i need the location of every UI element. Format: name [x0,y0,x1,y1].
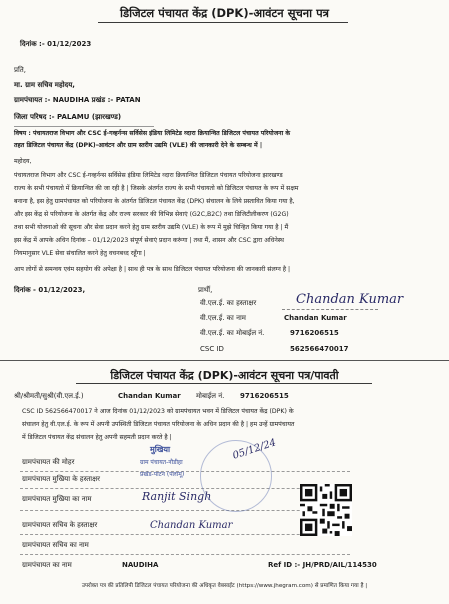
vle-signature: Chandan Kumar [296,292,404,307]
field-label-seal: ग्रामपंचायत की मोहर [22,458,75,466]
seal-subtitle: ग्राम पंचायत-नौडीहा [140,459,183,466]
body-line: तथा सभी योजनाओ की सूचना और सेवा प्रदान करने हेतु ग्राम स्तरीय उद्यमि (VLE) के रूप में मुझे चिन्हित किया गया है | मैं [14,224,289,231]
ref-id: Ref ID :- JH/PRD/AIL/114530 [268,561,377,569]
qr-code-icon [300,484,352,536]
receipt-title: डिजिटल पंचायत केंद्र (DPK)-आवंटन सूचना पत्र/पावती [110,369,339,382]
field-label-mukhiya-sign: ग्रामपंचायत मुखिया के हस्ताक्षर [22,475,101,483]
vle-sign-label: वी.एल.ई. का हस्ताक्षर [200,299,257,307]
row-divider [20,471,350,473]
field-label-secretary-sign: ग्रामपंचायत सचिव के हस्ताक्षर [22,521,98,529]
receipt-title-underline [76,383,372,384]
application-date: दिनांक - 01/12/2023, [14,286,86,294]
addressee: मा. ग्राम सचिव महोदय, [14,81,75,89]
body-line: नियमानुसार VLE सेवा संचालित करने हेतु वचनबध्द रहूँगा | [14,250,146,257]
panchayat-line: ग्रामपंचायत :- NAUDIHA प्रखंड :- PATAN [14,96,141,104]
csc-id-label: CSC ID [200,345,224,353]
applicant-label: प्रार्थी, [198,286,213,294]
subject-line-2: तहत डिजिटल पंचायत केंद्र (DPK)-आवंटन और ग्राम स्तरीय उद्यमि (VLE) की जानकारी देने के सम्बन्ध में | [14,142,263,149]
body-line: राज्य के सभी पंचायतो में क्रियान्वित की जा रही है | जिसके अंतर्गत राज्य के सभी पंचायतो को डिजिटल पंचायत के रूप में सक्षम [14,185,299,192]
vle-line-prefix: श्री/श्रीमती/सुश्री(वी.एल.ई.) [14,392,84,400]
receipt-mobile: 9716206515 [240,392,289,400]
row-divider [20,554,350,556]
body-line: पंचायतराज विभाग और CSC ई-गव्हर्नन्स सर्विसेस इंडिया लिमिटेड व्दारा क्रियान्वित डिजिटल पंचायत परियोजना झारखण्ड [14,172,283,179]
salutation: महोदय, [14,158,32,165]
section-separator [0,360,449,361]
field-label-mukhiya-name: ग्रामपंचायत मुखिया का नाम [22,495,92,503]
receipt-para-line: में डिजिटल पंचायत केंद्र संचालन हेतु अपनी सहमती प्रदान करते है | [22,434,172,441]
vle-name-label: वी.एल.ई. का नाम [200,314,246,322]
field-label-secretary-name: ग्रामपंचायत सचिव का नाम [22,541,89,549]
notice-title: डिजिटल पंचायत केंद्र (DPK)-आवंटन सूचना पत्र [119,6,330,20]
receipt-para-line: CSC ID 562566470017 ने आज दिनांक 01/12/2023 को ग्रामपंचायत भवन में डिजिटल पंचायत केंद्र (DPK) के [22,408,294,415]
csc-id: 562566470017 [290,345,349,353]
vle-name: Chandan Kumar [284,314,347,322]
receipt-mobile-label: मोबाईल नं. [196,392,225,400]
receipt-para-line: संचालन हेतु वी.एल.ई. के रूप में अपनी उपस्थिती डिजिटल पंचायत परियोजना के अधिन प्रदान की है | हम उन्हें ग्रामपंचायत [22,421,295,428]
sign-line [282,309,378,310]
title-underline [98,22,348,23]
receipt-vle-name: Chandan Kumar [118,392,181,400]
footer-note: उपरोक्त पत्र की प्रतिलिपी डिजिटल पंचायत परियोजना की अधिकृत वेबसाईट (https://www.jhegram.com) से प्रमाणित किया गया है | [81,583,368,589]
district-line: जिला परिषद :- PALAMU (झारखण्ड) [14,113,122,121]
body-line: इस केंद्र में आपके अधिन दिनांक – 01/12/2023 संपूर्ण सेवाएं प्रदान करूंगा | तथा मैं, शासन और CSC द्वारा अधिनेस्थ [14,237,285,244]
body-line: बनाना है, इस हेतु ग्रामपंचायत को परियोजना के अंतर्गत डिजिटल पंचायत केंद्र (DPK) संचालन के लिये प्रस्तावित किया गया है, [14,198,295,205]
subject-line-1: विषय : पंचायतराज विभाग और CSC ई-गव्हर्नन्स सर्विसेस इंडिया लिमिटेड व्दारा क्रियान्वित डिजिटल पंचायत परियोजना के [14,130,291,137]
panchayat-name: NAUDIHA [122,561,159,569]
seal-title: मुखिया [150,445,171,454]
closing-line: आप लोगों से समन्वय एवंम सहयोग की अपेक्षा है | साथ ही पत्र के साथ डिजिटल पंचायत परियोजना की जानकारी संलग्न है | [14,266,291,273]
notice-date: दिनांक :- 01/12/2023 [20,40,92,48]
recipient-prefix: प्रति, [14,66,27,74]
vle-mobile-label: वी.एल.ई. का मोबाईल नं. [200,329,265,337]
divider [14,126,154,127]
field-label-panchayat-name: ग्रामपंचायत का नाम [22,561,72,569]
vle-mobile: 9716206515 [290,329,339,337]
mukhiya-name-handwritten: Ranjit Singh [142,490,212,503]
body-line: और इस केंद्र से परियोजना के अंतर्गत केंद्र और राज्य सरकार की विभिन्न सेवाएं (G2C,B2C) तथा डिजिटीलीकरण (G2G) [14,211,289,218]
secretary-signature: Chandan Kumar [150,520,233,531]
handwritten-date: 05/12/24 [231,437,278,462]
seal-subtitle-2: प्रखंड-पाटन (पलामू) [140,471,185,478]
